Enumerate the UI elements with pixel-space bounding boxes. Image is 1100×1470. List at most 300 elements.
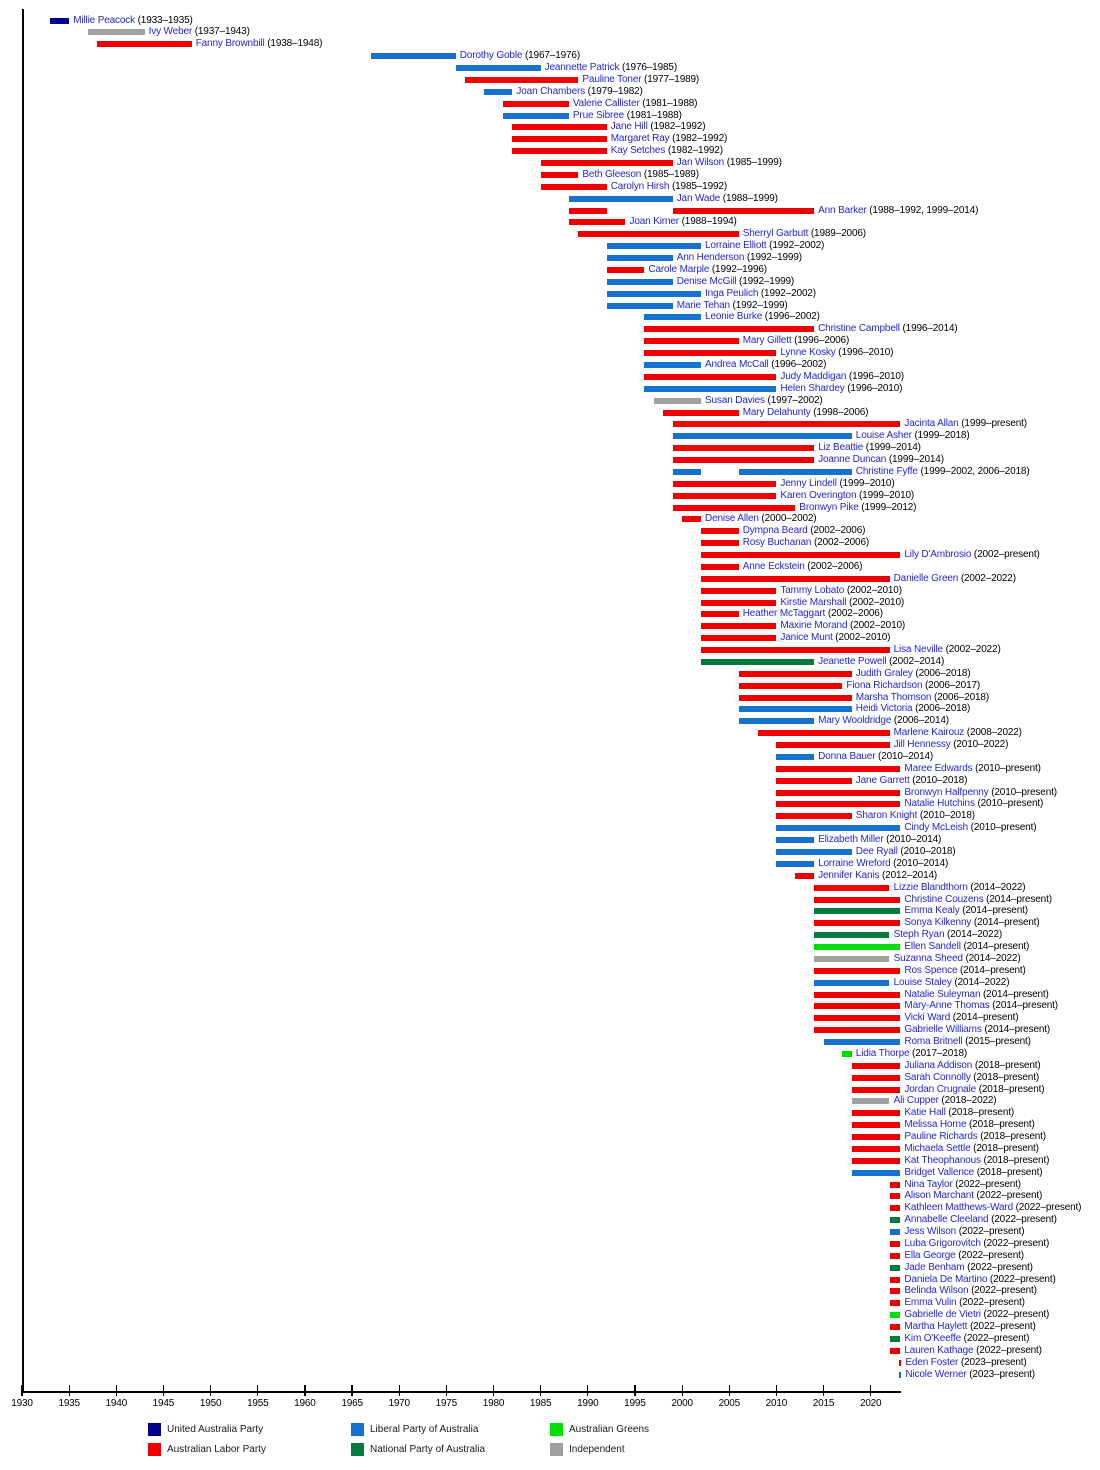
member-name-link[interactable]: Lorraine Wreford: [818, 857, 891, 869]
member-years: (1999–2002, 2006–2018): [917, 465, 1030, 477]
member-label: [904, 1262, 1032, 1273]
y-axis-line: [22, 9, 24, 1393]
term-bar: [852, 1098, 890, 1104]
term-bar: [701, 600, 776, 606]
member-name-link[interactable]: Mary Delahunty: [742, 406, 811, 418]
member-name-link[interactable]: Karen Overington: [780, 489, 857, 501]
member-label: [705, 311, 820, 322]
member-name-link[interactable]: Pauline Richards: [904, 1131, 978, 1142]
member-label: [149, 26, 250, 37]
member-label: [743, 525, 866, 536]
member-years: (2006–2014): [891, 715, 949, 727]
term-bar: [814, 885, 889, 891]
member-name-link[interactable]: Fanny Brownbill: [195, 38, 265, 50]
legend-swatch: [550, 1423, 563, 1436]
member-name-link[interactable]: Ann Barker: [818, 204, 867, 216]
member-name-link[interactable]: Anne Eckstein: [742, 560, 805, 572]
member-name-link[interactable]: Ellen Sandell: [904, 941, 961, 952]
member-years: (2018–2022): [938, 1095, 997, 1107]
member-label: [904, 1285, 1036, 1296]
member-label: [904, 1345, 1041, 1356]
member-name-link[interactable]: Gabrielle de Vietri: [904, 1309, 981, 1321]
x-axis-line: [22, 1391, 901, 1393]
legend-swatch: [550, 1443, 563, 1456]
member-name-link[interactable]: Mary Gillett: [742, 335, 792, 347]
member-name-link[interactable]: Martha Haylett: [904, 1321, 968, 1333]
member-years: (1988–1999): [720, 192, 778, 204]
member-years: (1982–1992): [669, 133, 728, 145]
member-name-link[interactable]: Joan Kirner: [629, 216, 679, 228]
member-label: [516, 86, 642, 97]
term-bar: [852, 1134, 901, 1140]
member-label: [677, 276, 794, 287]
term-bar: [701, 647, 890, 653]
member-name-link[interactable]: Kim O'Keeffe: [904, 1333, 962, 1344]
member-years: (2022–present): [1013, 1202, 1082, 1214]
member-label: [818, 870, 937, 881]
member-years: (2010–2018): [917, 810, 975, 822]
member-name-link[interactable]: Bronwyn Pike: [799, 501, 859, 513]
member-name-link[interactable]: Louise Asher: [855, 430, 912, 442]
member-years: (1992–2002): [758, 287, 816, 299]
member-years: (2018–present): [974, 1166, 1043, 1178]
member-label: [904, 1107, 1014, 1118]
member-years: (2000–2002): [758, 513, 817, 525]
member-name-link[interactable]: Nina Taylor: [904, 1178, 953, 1190]
member-years: (1967–1976): [522, 50, 581, 62]
axis-tick-label: 1940: [105, 1398, 128, 1409]
member-name-link[interactable]: Ann Henderson: [676, 252, 745, 264]
member-name-link[interactable]: Dympna Beard: [742, 525, 808, 537]
axis-tick-label: 2015: [812, 1398, 835, 1409]
term-bar: [852, 1075, 901, 1081]
member-label: [856, 692, 989, 703]
term-bar: [814, 1027, 900, 1033]
member-years: (2018–present): [966, 1119, 1035, 1131]
member-name-link[interactable]: Jordan Crugnale: [904, 1083, 977, 1095]
member-years: (2018–present): [980, 1154, 1050, 1166]
axis-tick-label: 1995: [624, 1398, 646, 1409]
member-name-link[interactable]: Lisa Neville: [893, 644, 943, 655]
member-name-link[interactable]: Luba Grigorovitch: [904, 1237, 981, 1249]
member-name-link[interactable]: Liz Beattie: [818, 442, 864, 454]
axis-tick: [540, 1385, 541, 1396]
member-label: [799, 502, 916, 513]
term-bar: [569, 219, 626, 225]
axis-tick-label: 1950: [199, 1398, 222, 1409]
member-years: (1999–present): [958, 418, 1027, 430]
member-label: [630, 216, 737, 227]
member-name-link[interactable]: Dee Ryall: [855, 846, 898, 857]
member-years: (2002–2022): [958, 572, 1016, 584]
member-name-link[interactable]: Jeannette Patrick: [544, 62, 620, 73]
term-bar: [890, 1241, 901, 1247]
term-bar: [776, 790, 900, 796]
member-name-link[interactable]: Judith Graley: [855, 667, 913, 679]
member-name-link[interactable]: Tammy Lobato: [780, 584, 845, 596]
term-bar: [890, 1336, 901, 1342]
member-years: (2022–present): [973, 1190, 1043, 1202]
member-name-link[interactable]: Lynne Kosky: [780, 347, 836, 359]
member-years: (2010–2014): [883, 834, 942, 846]
member-name-link[interactable]: Janice Munt: [780, 632, 833, 644]
member-years: (1996–2006): [791, 335, 850, 347]
term-bar: [814, 908, 900, 914]
axis-tick: [634, 1385, 635, 1396]
member-label: [780, 490, 914, 501]
member-name-link[interactable]: Denise Allen: [705, 513, 759, 525]
member-name-link[interactable]: Lily D'Ambrosio: [904, 549, 972, 560]
member-label: [677, 252, 802, 263]
term-bar: [776, 754, 814, 760]
term-bar: [503, 113, 569, 119]
member-label: [856, 430, 970, 441]
axis-tick: [304, 1385, 305, 1396]
member-years: (1996–2010): [844, 382, 903, 394]
axis-tick-label: 1985: [529, 1398, 552, 1409]
member-label: [780, 632, 890, 643]
member-name-link[interactable]: Kay Setches: [610, 145, 666, 157]
member-name-link[interactable]: Elizabeth Miller: [818, 834, 884, 846]
member-label: [818, 834, 941, 845]
axis-tick: [163, 1385, 164, 1396]
member-label: [780, 371, 904, 382]
member-years: (1999–2010): [856, 489, 915, 501]
legend-swatch: [351, 1423, 364, 1436]
member-name-link[interactable]: Roma Britnell: [904, 1036, 963, 1047]
member-years: (1999–2018): [911, 430, 970, 442]
term-bar: [644, 362, 701, 368]
term-bar: [814, 944, 900, 950]
member-years: (1985–1999): [724, 157, 782, 168]
member-name-link[interactable]: Leonie Burke: [705, 311, 763, 323]
member-name-link[interactable]: Jill Hennessy: [893, 739, 951, 751]
member-label: [904, 1036, 1030, 1047]
member-name-link[interactable]: Sherryl Garbutt: [742, 228, 809, 240]
term-bar: [776, 778, 851, 784]
member-label: [904, 1202, 1081, 1213]
member-years: (1992–1999): [736, 275, 795, 287]
member-label: [904, 1012, 1018, 1023]
member-years: (1992–1999): [729, 299, 788, 311]
member-years: (2014–2022): [944, 929, 1003, 941]
member-name-link[interactable]: Maree Edwards: [904, 762, 973, 774]
member-name-link[interactable]: Judy Maddigan: [780, 370, 847, 382]
member-label: [904, 1155, 1049, 1166]
member-years: (2018–present): [970, 1071, 1040, 1083]
member-name-link[interactable]: Christine Fyffe: [855, 465, 918, 477]
term-bar: [776, 801, 900, 807]
member-name-link[interactable]: Lauren Kathage: [904, 1344, 974, 1356]
member-name-link[interactable]: Ella George: [904, 1249, 956, 1261]
member-years: (1977–1989): [641, 73, 700, 85]
term-bar: [890, 1205, 901, 1211]
member-name-link[interactable]: Millie Peacock: [73, 14, 135, 26]
member-label: [582, 169, 699, 180]
member-years: (2022–present): [956, 1226, 1025, 1238]
member-name-link[interactable]: Heather McTaggart: [742, 608, 826, 620]
member-name-link[interactable]: Emma Kealy: [904, 905, 960, 917]
term-bar: [739, 718, 814, 724]
member-name-link[interactable]: Gabrielle Williams: [904, 1024, 982, 1036]
member-label: [743, 537, 869, 548]
member-name-link[interactable]: Marlene Kairouz: [893, 727, 965, 739]
member-name-link[interactable]: Margaret Ray: [610, 133, 670, 145]
member-years: (2002–2006): [804, 560, 863, 572]
member-name-link[interactable]: Ros Spence: [904, 964, 958, 976]
member-name-link[interactable]: Mary-Anne Thomas: [904, 1000, 990, 1012]
member-name-link[interactable]: Daniela De Martino: [904, 1273, 988, 1285]
member-name-link[interactable]: Valerie Callister: [572, 97, 640, 109]
member-name-link[interactable]: Jenny Lindell: [780, 477, 837, 489]
member-label: [904, 763, 1040, 774]
member-years: (2014–2022): [951, 976, 1010, 988]
member-label: [573, 98, 697, 109]
axis-tick: [21, 1385, 22, 1396]
member-name-link[interactable]: Danielle Green: [893, 572, 959, 584]
member-name-link[interactable]: Prue Sibree: [572, 109, 625, 121]
member-name-link[interactable]: Marie Tehan: [676, 299, 730, 311]
member-years: (1997–2002): [764, 394, 823, 406]
member-name-link[interactable]: Louise Staley: [893, 976, 952, 988]
member-name-link[interactable]: Fiona Richardson: [846, 679, 923, 691]
term-bar: [673, 208, 814, 214]
term-bar: [456, 65, 541, 71]
term-bar: [795, 873, 814, 879]
member-label: [904, 1274, 1055, 1285]
member-name-link[interactable]: Natalie Suleyman: [904, 988, 981, 1000]
term-bar: [673, 493, 777, 499]
member-label: [894, 882, 1026, 893]
term-bar: [701, 576, 890, 582]
member-years: (2022–present): [988, 1214, 1057, 1226]
axis-tick: [69, 1385, 70, 1396]
member-label: [904, 941, 1029, 952]
member-years: (1992–2002): [766, 240, 825, 252]
member-label: [846, 680, 980, 691]
member-years: (1937–1943): [192, 26, 250, 38]
member-label: [818, 442, 921, 453]
member-name-link[interactable]: Carole Marple: [648, 263, 710, 275]
member-years: (2006–2018): [912, 703, 971, 715]
member-name-link[interactable]: Natalie Hutchins: [904, 798, 975, 810]
term-bar: [607, 279, 673, 285]
term-bar: [814, 932, 889, 938]
member-label: [705, 288, 816, 299]
member-years: (2022–present): [980, 1237, 1050, 1249]
member-years: (2002–2010): [846, 596, 905, 608]
member-years: (2022–present): [967, 1321, 1036, 1333]
member-label: [904, 1060, 1040, 1071]
member-name-link[interactable]: Beth Gleeson: [582, 168, 642, 180]
term-bar: [739, 683, 843, 689]
member-name-link[interactable]: Carolyn Hirsh: [610, 180, 670, 192]
member-years: (2023–present): [958, 1356, 1027, 1368]
member-name-link[interactable]: Joanne Duncan: [818, 454, 887, 465]
member-name-link[interactable]: Marsha Thomson: [855, 691, 932, 703]
term-bar: [644, 386, 776, 392]
member-name-link[interactable]: Suzanna Sheed: [893, 952, 963, 964]
member-name-link[interactable]: Emma Vulin: [904, 1297, 957, 1309]
axis-tick-label: 1980: [482, 1398, 505, 1409]
member-name-link[interactable]: Jess Wilson: [904, 1226, 957, 1238]
term-bar: [739, 671, 852, 677]
term-bar: [776, 825, 900, 831]
term-bar: [890, 1312, 901, 1318]
member-name-link[interactable]: Alison Marchant: [904, 1190, 974, 1202]
term-bar: [654, 398, 701, 404]
term-bar: [644, 374, 776, 380]
legend-label: Australian Labor Party: [167, 1444, 266, 1455]
member-name-link[interactable]: Annabelle Cleeland: [904, 1214, 989, 1226]
term-bar: [890, 1324, 901, 1330]
member-label: [904, 1297, 1024, 1308]
member-name-link[interactable]: Katie Hall: [904, 1107, 946, 1119]
term-bar: [824, 1039, 901, 1045]
member-name-link[interactable]: Jane Hill: [610, 121, 648, 133]
term-bar: [644, 338, 738, 344]
member-years: (1933–1935): [135, 14, 193, 26]
member-name-link[interactable]: Kirstie Marshall: [780, 596, 847, 608]
term-bar: [607, 243, 701, 249]
member-name-link[interactable]: Kathleen Matthews-Ward: [904, 1202, 1013, 1214]
member-years: (1996–2002): [768, 359, 827, 370]
axis-tick-label: 2010: [765, 1398, 788, 1409]
term-bar: [814, 1015, 900, 1021]
member-name-link[interactable]: Nicole Werner: [905, 1368, 967, 1380]
member-name-link[interactable]: Jacinta Allan: [904, 418, 959, 430]
member-name-link[interactable]: Cindy McLeish: [904, 822, 969, 834]
member-name-link[interactable]: Bridget Vallence: [904, 1166, 975, 1178]
term-bar: [890, 1288, 901, 1294]
member-name-link[interactable]: Mary Wooldridge: [818, 715, 892, 727]
member-label: [818, 858, 948, 869]
term-bar: [852, 1122, 901, 1128]
member-name-link[interactable]: Denise McGill: [676, 275, 737, 287]
member-years: (2014–present): [960, 941, 1030, 952]
member-name-link[interactable]: Jeanette Powell: [818, 655, 887, 667]
member-name-link[interactable]: Jan Wilson: [676, 157, 725, 168]
member-name-link[interactable]: Ivy Weber: [148, 26, 193, 38]
member-name-link[interactable]: Juliana Addison: [904, 1059, 973, 1071]
term-bar: [890, 1348, 901, 1354]
member-name-link[interactable]: Kat Theophanous: [904, 1154, 981, 1166]
member-label: [894, 727, 1022, 738]
member-years: (1999–2010): [836, 477, 895, 489]
member-label: [705, 395, 823, 406]
axis-tick: [776, 1385, 777, 1396]
member-name-link[interactable]: Heidi Victoria: [855, 703, 913, 715]
member-name-link[interactable]: Rosy Buchanan: [742, 537, 812, 549]
member-years: (1938–1948): [264, 38, 323, 50]
member-name-link[interactable]: Donna Bauer: [818, 750, 876, 762]
member-label: [904, 1321, 1035, 1332]
member-name-link[interactable]: Ali Cupper: [893, 1095, 939, 1107]
term-bar: [465, 77, 578, 83]
term-bar: [701, 528, 739, 534]
member-years: (2018–present): [977, 1131, 1046, 1142]
member-years: (2010–2022): [950, 739, 1009, 751]
term-bar: [673, 505, 796, 511]
member-name-link[interactable]: Jan Wade: [676, 192, 721, 204]
member-name-link[interactable]: Sarah Connolly: [904, 1071, 971, 1083]
member-years: (2002–2022): [942, 644, 1001, 655]
member-name-link[interactable]: Andrea McCall: [705, 359, 769, 370]
member-name-link[interactable]: Belinda Wilson: [904, 1285, 969, 1297]
member-name-link[interactable]: Susan Davies: [705, 394, 765, 406]
member-name-link[interactable]: Christine Couzens: [904, 893, 984, 905]
member-label: [904, 1119, 1034, 1130]
member-name-link[interactable]: Bronwyn Halfpenny: [904, 786, 989, 798]
member-name-link[interactable]: Vicki Ward: [904, 1012, 951, 1024]
member-years: (1988–1992, 1999–2014): [866, 204, 979, 216]
member-name-link[interactable]: Steph Ryan: [893, 929, 945, 941]
member-label: [904, 1179, 1021, 1190]
member-years: (1976–1985): [619, 62, 678, 73]
member-label: [904, 1190, 1042, 1201]
term-bar: [541, 184, 607, 190]
member-name-link[interactable]: Michaela Settle: [904, 1142, 971, 1154]
member-name-link[interactable]: Christine Campbell: [818, 323, 900, 335]
member-years: (2010–2018): [909, 774, 968, 786]
member-years: (2014–2022): [962, 952, 1021, 964]
member-years: (2022–present): [980, 1309, 1050, 1321]
member-name-link[interactable]: Jade Benham: [904, 1261, 965, 1273]
axis-tick: [210, 1385, 211, 1396]
member-label: [780, 478, 894, 489]
member-label: [894, 977, 1010, 988]
term-bar: [842, 1051, 851, 1057]
member-name-link[interactable]: Lorraine Elliott: [705, 240, 767, 252]
member-years: (2014–present): [957, 964, 1026, 976]
term-bar: [673, 481, 777, 487]
member-name-link[interactable]: Dorothy Goble: [459, 50, 523, 62]
member-label: [460, 50, 580, 61]
member-name-link[interactable]: Jane Garrett: [855, 774, 910, 786]
member-name-link[interactable]: Sharon Knight: [855, 810, 918, 822]
legend-label: Liberal Party of Australia: [370, 1424, 479, 1435]
term-bar: [739, 469, 852, 475]
member-name-link[interactable]: Eden Foster: [905, 1356, 959, 1368]
member-name-link[interactable]: Sonya Kilkenny: [904, 917, 972, 929]
member-name-link[interactable]: Jennifer Kanis: [818, 869, 880, 881]
axis-tick-label: 1955: [247, 1398, 269, 1409]
term-bar: [541, 172, 579, 178]
member-label: [904, 1084, 1044, 1095]
legend-swatch: [351, 1443, 364, 1456]
member-name-link[interactable]: Pauline Toner: [582, 73, 642, 85]
member-name-link[interactable]: Inga Peulich: [705, 287, 759, 299]
member-name-link[interactable]: Lizzie Blandthorn: [893, 881, 968, 893]
member-name-link[interactable]: Melissa Horne: [904, 1119, 967, 1131]
member-label: [856, 810, 975, 821]
term-bar: [663, 410, 738, 416]
term-bar: [541, 160, 673, 166]
axis-tick: [587, 1385, 588, 1396]
member-years: (2010–2014): [890, 857, 949, 869]
member-years: (1982–1992): [665, 145, 723, 157]
term-bar: [607, 255, 673, 261]
member-name-link[interactable]: Joan Chambers: [516, 85, 586, 97]
member-years: (1992–1996): [709, 263, 767, 275]
member-years: (2006–2018): [931, 691, 990, 703]
member-name-link[interactable]: Helen Shardey: [780, 382, 845, 394]
axis-tick-label: 2020: [859, 1398, 882, 1409]
axis-tick-label: 1960: [294, 1398, 316, 1409]
member-name-link[interactable]: Maxine Morand: [780, 620, 848, 632]
member-name-link[interactable]: Lidia Thorpe: [855, 1047, 910, 1059]
member-years: (2010–present): [974, 798, 1044, 810]
